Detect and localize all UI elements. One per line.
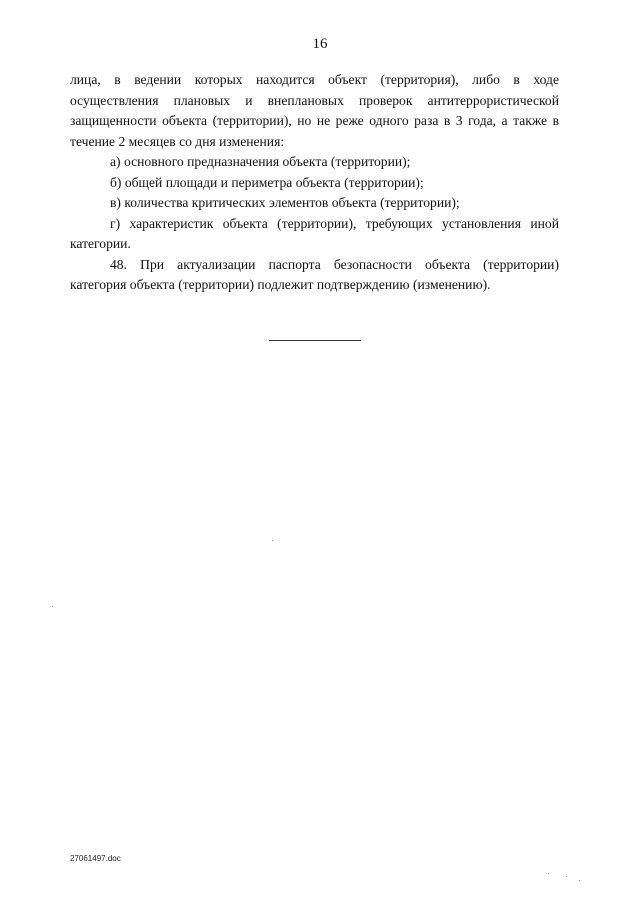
paragraph-continuation: лица, в ведении которых находится объект (территория), либо в ходе осуществления плановых и внеплановых проверок антитеррористической защищенности объекта (территории), но не реже одного раза в 3 года, а также в течение 2 месяцев со дня изменения:: [70, 72, 559, 149]
list-item-v: в) количества критических элементов объекта (территории);: [110, 195, 460, 210]
list-item-g: г) характеристик объекта (территории), требующих установления иной категории.: [70, 215, 559, 251]
scan-speck: [548, 873, 549, 874]
scan-speck: [566, 876, 567, 877]
document-body: [70, 70, 559, 296]
page-number: 16: [312, 36, 328, 52]
end-divider: [269, 340, 361, 341]
scan-speck: [52, 606, 53, 607]
list-item-a: а) основного предназначения объекта (территории);: [110, 154, 411, 169]
scan-speck: [579, 880, 580, 881]
paragraph-48: 48. При актуализации паспорта безопасности объекта (территории) категория объекта (территории) подлежит подтверждению (изменению).: [70, 256, 559, 292]
scan-speck: [272, 540, 273, 541]
footer-file-reference: 27061497.doc: [70, 854, 121, 863]
list-item-b: б) общей площади и периметра объекта (территории);: [110, 174, 424, 190]
